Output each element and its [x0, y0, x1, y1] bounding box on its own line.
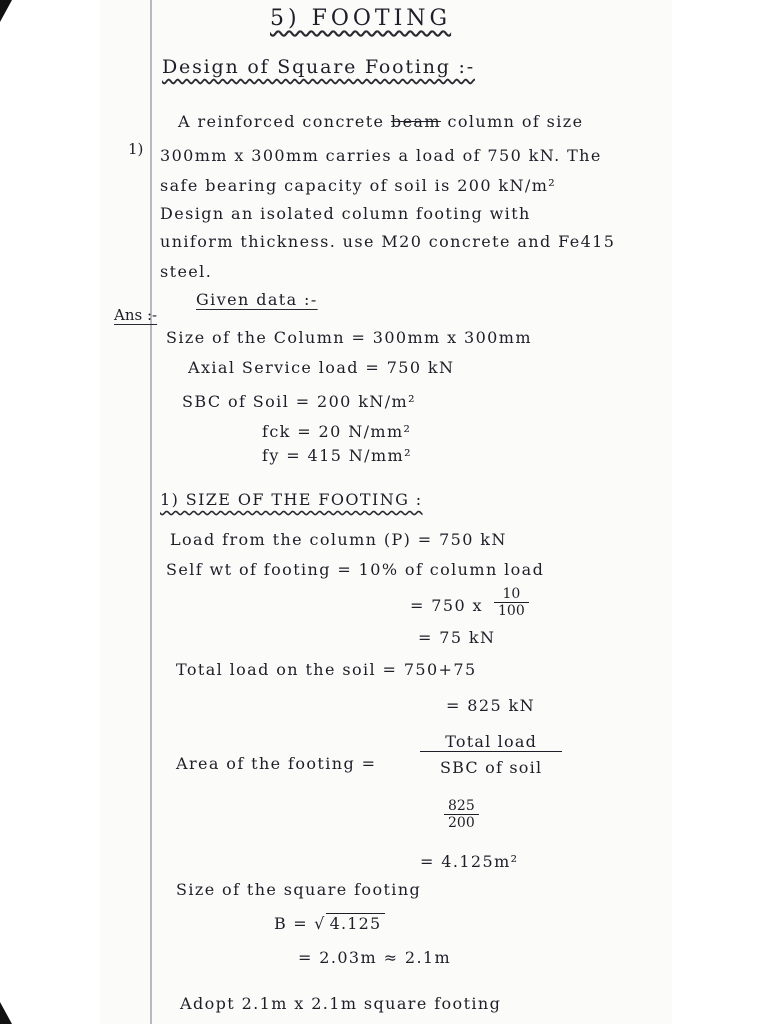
area-numeric-fraction [444, 798, 479, 831]
problem-line-4: Design an isolated column footing with [160, 204, 531, 223]
problem-line-6: steel. [160, 262, 213, 281]
area-fraction-num: Total load [420, 732, 562, 752]
dark-corner-top [0, 0, 12, 22]
answer-mark: Ans :- [114, 306, 158, 324]
problem-line-1-start: A reinforced concrete [178, 112, 385, 131]
b-square-root [274, 914, 385, 933]
b-radicand: 4.125 [326, 913, 386, 933]
area-result: = 4.125m² [420, 852, 519, 871]
problem-line-3: safe bearing capacity of soil is 200 kN/m² [160, 176, 557, 195]
area-numeric-fraction-den: 200 [448, 815, 475, 831]
problem-line-5: uniform thickness. use M20 concrete and Fe415 [160, 232, 616, 251]
given-column-size: Size of the Column = 300mm x 300mm [166, 328, 532, 347]
given-fck: fck = 20 N/mm² [262, 422, 412, 441]
problem-line-2: 300mm x 300mm carries a load of 750 kN. The [160, 146, 602, 165]
right-background [672, 0, 768, 1024]
given-fy: fy = 415 N/mm² [262, 446, 412, 465]
b-result: = 2.03m ≈ 2.1m [298, 948, 452, 967]
area-numeric-fraction-num: 825 [444, 798, 479, 815]
given-sbc: SBC of Soil = 200 kN/m² [182, 392, 416, 411]
given-axial-load: Axial Service load = 750 kN [188, 358, 455, 377]
section-subtitle: Design of Square Footing :- [162, 56, 475, 78]
self-weight-fraction-num: 10 [494, 586, 529, 603]
self-weight-result: = 75 kN [418, 628, 496, 647]
b-eq-label: B = [274, 914, 308, 933]
margin-line [150, 0, 152, 1024]
area-fraction [420, 732, 562, 777]
size-label: Size of the square footing [176, 880, 422, 899]
self-weight-eq-prefix: = 750 x [410, 596, 483, 615]
section-1-heading: 1) SIZE OF THE FOOTING : [160, 490, 423, 509]
page-title: 5) FOOTING [270, 6, 452, 31]
sqrt-symbol: √ [314, 914, 326, 933]
problem-number: 1) [128, 140, 144, 158]
self-weight-fraction [494, 586, 529, 619]
self-weight-line: Self wt of footing = 10% of column load [166, 560, 545, 579]
given-data-heading: Given data :- [196, 290, 318, 309]
problem-line-1 [178, 112, 584, 131]
left-background [0, 0, 100, 1024]
adopt-line: Adopt 2.1m x 2.1m square footing [180, 994, 502, 1013]
total-load-result: = 825 kN [446, 696, 536, 715]
total-load-line: Total load on the soil = 750+75 [176, 660, 477, 679]
dark-corner-bottom [0, 1002, 12, 1024]
load-from-column: Load from the column (P) = 750 kN [170, 530, 507, 549]
area-label: Area of the footing = [176, 754, 377, 773]
area-fraction-den: SBC of soil [440, 758, 543, 777]
struck-word: beam [390, 112, 441, 131]
self-weight-fraction-den: 100 [498, 603, 525, 619]
problem-line-1-end: column of size [447, 112, 584, 131]
